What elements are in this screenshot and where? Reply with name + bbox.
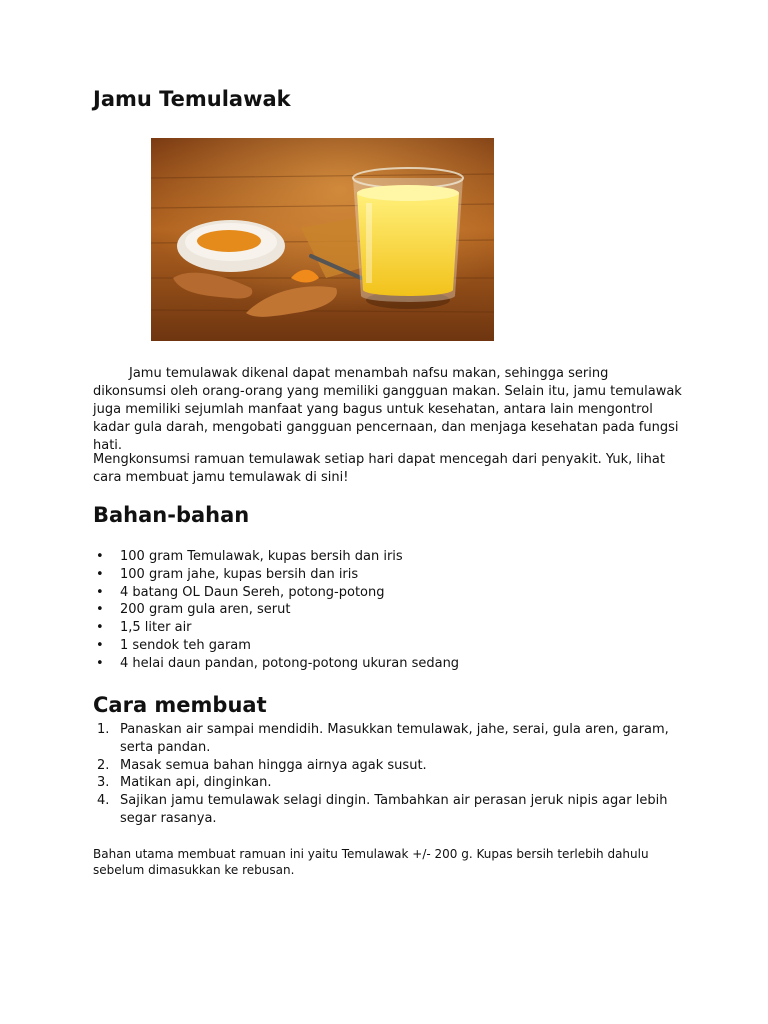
intro-paragraph: Jamu temulawak dikenal dapat menambah nafsu makan, sehingga sering dikonsumsi oleh orang-orang yang memiliki gangguan makan. Selain itu, jamu temulawak juga memiliki sejumlah manfaat yang bagus untuk kesehatan, antara lain mengontrol kadar gula darah, mengobati gangguan pencernaan, dan menjaga kesehatan pada fungsi hati. <box>93 366 682 453</box>
steps-heading: Cara membuat <box>93 693 267 717</box>
step-number: 1. <box>97 722 110 737</box>
steps-list <box>93 721 683 828</box>
list-item <box>93 774 683 792</box>
step-number: 3. <box>97 775 110 791</box>
list-item <box>93 721 683 757</box>
footer-note: Bahan utama membuat ramuan ini yaitu Temulawak +/- 200 g. Kupas bersih terlebih dahulu sebelum dimasukkan ke rebusan. <box>93 847 649 877</box>
intro-paragraph-2: Mengkonsumsi ramuan temulawak setiap hari dapat mencegah dari penyakit. Yuk, lihat cara membuat jamu temulawak di sini! <box>93 452 665 485</box>
step-text: Panaskan air sampai mendidih. Masukkan temulawak, jahe, serai, gula aren, garam, serta pandan. <box>120 722 669 755</box>
list-item: • 4 helai daun pandan, potong-potong ukuran sedang <box>93 655 683 673</box>
step-number: 4. <box>97 793 110 809</box>
temulawak-drink-photo <box>151 138 494 341</box>
page-title: Jamu Temulawak <box>93 87 291 111</box>
list-item: • 4 batang OL Daun Sereh, potong-potong <box>93 584 683 602</box>
step-text: Matikan api, dinginkan. <box>120 775 272 791</box>
list-item: • 100 gram Temulawak, kupas bersih dan iris <box>93 548 683 566</box>
ingredients-list <box>93 548 683 673</box>
list-item <box>93 792 683 828</box>
list-item: • 100 gram jahe, kupas bersih dan iris <box>93 566 683 584</box>
list-item: • 200 gram gula aren, serut <box>93 601 683 619</box>
step-text: Masak semua bahan hingga airnya agak susut. <box>120 757 427 773</box>
list-item: • 1,5 liter air <box>93 619 683 637</box>
ingredients-heading: Bahan-bahan <box>93 503 250 527</box>
list-item <box>93 757 683 775</box>
list-item: • 1 sendok teh garam <box>93 637 683 655</box>
step-number: 2. <box>97 757 110 773</box>
step-text: Sajikan jamu temulawak selagi dingin. Tambahkan air perasan jeruk nipis agar lebih segar rasanya. <box>120 793 668 826</box>
